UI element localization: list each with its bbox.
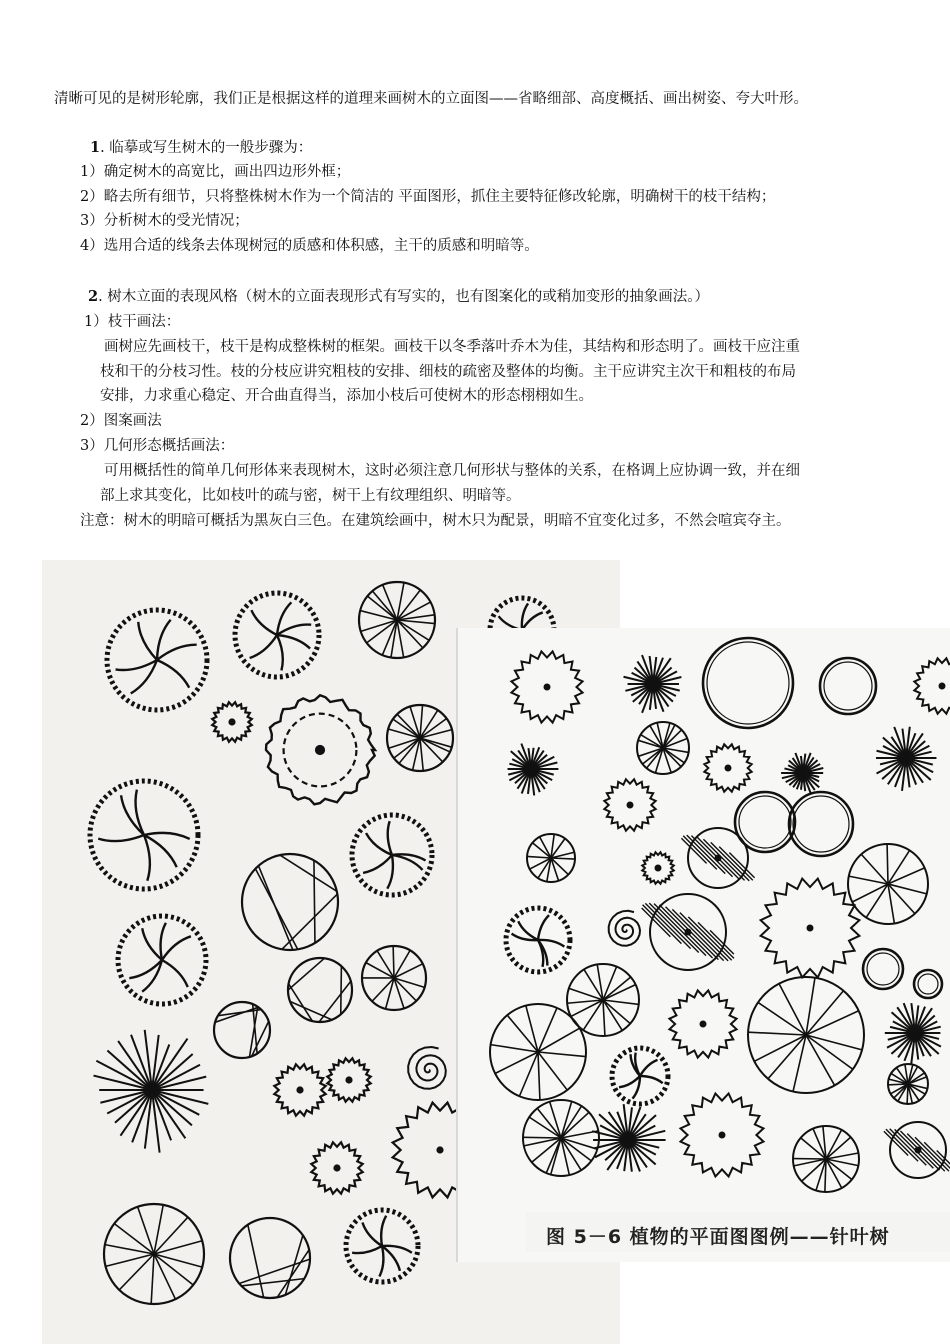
conifer-tree-symbol bbox=[669, 990, 736, 1057]
conifer-tree-symbol bbox=[609, 911, 640, 946]
conifer-tree-symbol bbox=[642, 852, 674, 884]
conifer-tree-symbol bbox=[511, 651, 582, 722]
section-1-title: . 临摹或写生树木的一般步骤为： bbox=[100, 140, 313, 156]
intro-paragraph: 清晰可见的是树形轮廓，我们正是根据这样的道理来画树木的立面图——省略细部、高度概括、画出树姿、夸大叶形。 bbox=[54, 91, 808, 107]
conifer-tree-symbol bbox=[789, 792, 853, 856]
conifer-tree-symbol bbox=[884, 1122, 950, 1178]
conifer-tree-symbol bbox=[848, 844, 928, 924]
section-1-number: 1 bbox=[90, 139, 101, 156]
section-1-heading bbox=[90, 138, 312, 158]
deciduous-tree-symbol bbox=[346, 1210, 418, 1282]
conifer-tree-symbol bbox=[642, 894, 734, 970]
deciduous-tree-symbol bbox=[311, 1142, 362, 1193]
conifer-tree-symbol bbox=[527, 834, 575, 882]
conifer-tree-symbol bbox=[863, 949, 903, 989]
conifer-tree-symbol bbox=[820, 658, 876, 714]
conifer-tree-symbol bbox=[888, 1064, 928, 1104]
conifer-tree-symbol bbox=[612, 1048, 668, 1104]
step-3: 3）分析树木的受光情况； bbox=[80, 213, 249, 229]
conifer-tree-symbol bbox=[914, 970, 942, 998]
deciduous-tree-symbol bbox=[90, 781, 198, 889]
deciduous-tree-symbol bbox=[104, 1204, 204, 1304]
deciduous-tree-symbol bbox=[212, 702, 252, 742]
sub3-line-2: 部上求其变化，比如枝叶的疏与密，树干上有纹理组织、明暗等。 bbox=[100, 488, 521, 504]
section-2-title: . 树木立面的表现风格（树木的立面表现形式有写实的，也有图案化的或稍加变形的抽象画法。） bbox=[98, 289, 710, 305]
deciduous-tree-symbol bbox=[288, 958, 352, 1022]
conifer-tree-symbol bbox=[885, 1003, 941, 1065]
conifer-tree-symbol bbox=[681, 1094, 764, 1177]
conifer-tree-symbol bbox=[523, 1100, 599, 1176]
sub2-title: 2）图案画法 bbox=[80, 413, 162, 429]
deciduous-tree-symbol bbox=[327, 1058, 370, 1101]
deciduous-tree-symbol bbox=[359, 582, 435, 658]
conifer-tree-symbol bbox=[704, 744, 751, 791]
step-2: 2）略去所有细节，只将整株树木作为一个简洁的 平面图形，抓住主要特征修改轮廓，明确树干的枝干结构； bbox=[80, 189, 776, 205]
conifer-tree-symbol bbox=[703, 638, 793, 728]
sub1-line-3: 安排，力求重心稳定、开合曲直得当，添加小枝后可使树木的形态栩栩如生。 bbox=[100, 388, 593, 404]
note: 注意：树木的明暗可概括为黑灰白三色。在建筑绘画中，树木只为配景，明暗不宜变化过多，不然会喧宾夺主。 bbox=[80, 513, 791, 529]
tree-symbols-scan-right bbox=[458, 628, 950, 1262]
deciduous-tree-symbol bbox=[362, 946, 426, 1010]
deciduous-tree-symbol bbox=[408, 1047, 446, 1089]
conifer-tree-symbol bbox=[490, 1004, 586, 1100]
conifer-tree-symbol bbox=[914, 658, 950, 713]
step-4: 4）选用合适的线条去体现树冠的质感和体积感，主干的质感和明暗等。 bbox=[80, 238, 539, 254]
deciduous-tree-symbol bbox=[107, 610, 207, 710]
sub1-line-2: 枝和干的分枝习性。枝的分枝应讲究粗枝的安排、细枝的疏密及整体的均衡。主干应讲究主次干和粗枝的布局 bbox=[100, 364, 796, 380]
deciduous-tree-symbol bbox=[93, 1030, 208, 1153]
section-2-number: 2 bbox=[88, 288, 99, 305]
deciduous-tree-symbol bbox=[242, 854, 338, 950]
figure-caption: 图 5－6 植物的平面图图例——针叶树 bbox=[546, 1226, 890, 1248]
tree-symbols-right-svg bbox=[458, 628, 950, 1262]
conifer-tree-symbol bbox=[508, 744, 559, 796]
sub1-line-1: 画树应先画枝干，枝干是构成整株树的框架。画枝干以冬季落叶乔木为佳，其结构和形态明了。画枝干应注重 bbox=[104, 339, 800, 355]
conifer-tree-symbol bbox=[748, 977, 864, 1093]
conifer-tree-symbol bbox=[876, 727, 936, 791]
step-1: 1）确定树木的高宽比，画出四边形外框； bbox=[80, 164, 351, 180]
deciduous-tree-symbol bbox=[352, 815, 432, 895]
conifer-tree-symbol bbox=[637, 722, 689, 774]
sub1-title: 1）枝干画法： bbox=[84, 314, 181, 330]
conifer-tree-symbol bbox=[761, 879, 860, 978]
section-2-heading bbox=[88, 287, 709, 307]
deciduous-tree-symbol bbox=[230, 1218, 310, 1298]
conifer-tree-symbol bbox=[781, 753, 823, 793]
deciduous-tree-symbol bbox=[266, 695, 375, 804]
deciduous-tree-symbol bbox=[274, 1064, 325, 1115]
conifer-tree-symbol bbox=[506, 908, 570, 972]
deciduous-tree-symbol bbox=[214, 1002, 270, 1058]
conifer-tree-symbol bbox=[624, 655, 682, 713]
deciduous-tree-symbol bbox=[118, 916, 206, 1004]
deciduous-tree-symbol bbox=[387, 705, 453, 771]
deciduous-tree-symbol bbox=[235, 593, 319, 677]
conifer-tree-symbol bbox=[793, 1126, 859, 1192]
sub3-title: 3）几何形态概括画法： bbox=[80, 438, 235, 454]
conifer-tree-symbol bbox=[592, 1104, 665, 1172]
conifer-tree-symbol bbox=[604, 779, 655, 830]
sub3-line-1: 可用概括性的简单几何形体来表现树木，这时必须注意几何形状与整体的关系，在格调上应协调一致，并在细 bbox=[104, 463, 800, 479]
